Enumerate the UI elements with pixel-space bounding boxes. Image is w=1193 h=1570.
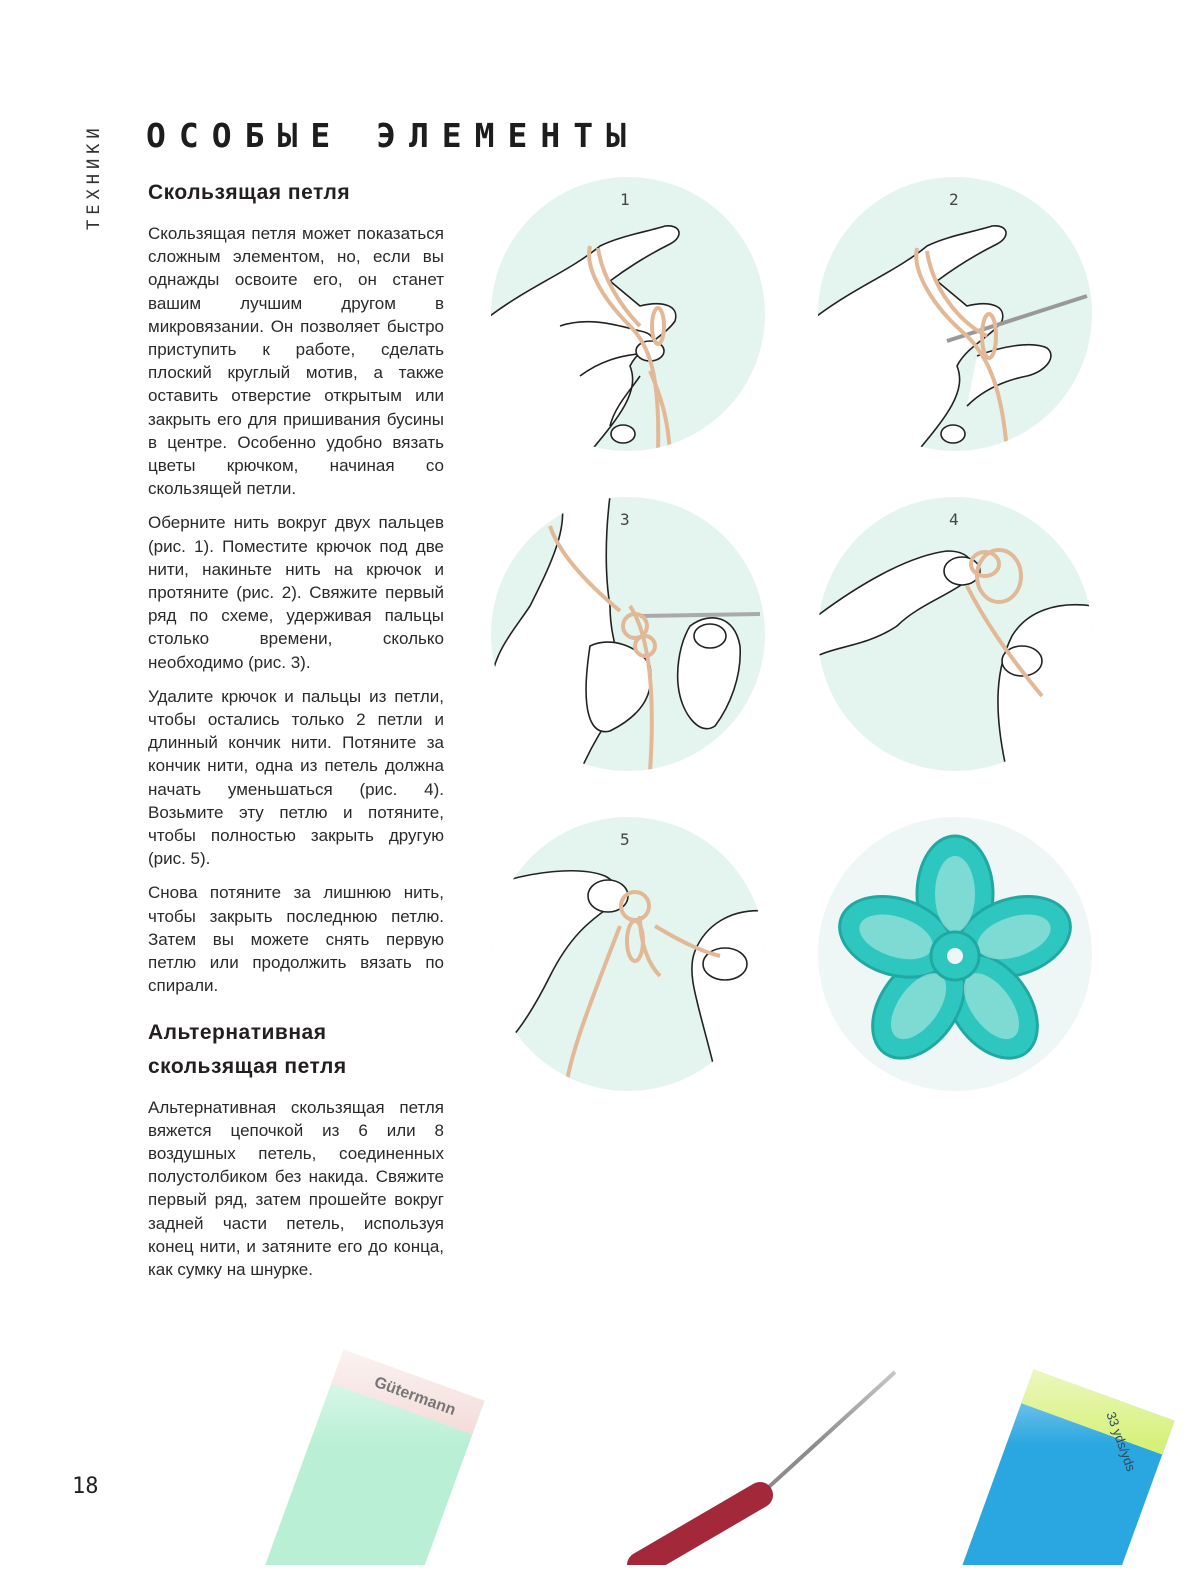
spool2-label: 33 yds/yds xyxy=(1103,1409,1139,1474)
side-label-text: ТЕХНИКИ xyxy=(84,123,104,230)
crochet-flower-photo xyxy=(817,816,1093,1092)
section1-paragraph: Скользящая петля может показаться сложным элементом, но, если вы однажды освоите его, он станет вашим лучшим другом в микровязании. Он позволяет быстро приступить к работе, сделать плоский круглый мотив, а также оставить отверстие открытым или закрыть его для пришивания бусины в центре. Особенно удобно вязать цветы крючком, начиная со скользящей петли. xyxy=(148,224,444,499)
figure-1 xyxy=(490,176,766,452)
section1-paragraph: Снова потяните за лишнюю нить, чтобы закрыть последнюю петлю. Затем вы можете снять первую петлю или продолжить вязать по спирали. xyxy=(148,883,444,996)
section2-heading-line1: Альтернативная xyxy=(148,1020,327,1044)
section2-heading-line2: скользящая петля xyxy=(148,1054,347,1078)
figure-number: 3 xyxy=(620,510,630,529)
section2-paragraph: Альтернативная скользящая петля вяжется цепочкой из 6 или 8 воздушных петель, соединенных полустолбиком без накида. Свяжите первый ряд, затем прошейте вокруг задней части петель, используя конец нити, и затяните его до конца, как сумку на шнурке. xyxy=(148,1097,444,1279)
section2-heading xyxy=(148,1016,444,1084)
section1-paragraph: Оберните нить вокруг двух пальцев (рис. 1). Поместите крючок под две нити, накиньте нить на крючок и протяните (рис. 2). Свяжите первый ряд по схеме, удерживая пальцы столько времени, сколько необходимо (рис. 3). xyxy=(148,513,444,672)
figure-number: 1 xyxy=(620,190,630,209)
spool-label: Gütermann xyxy=(371,1373,458,1420)
figure-5 xyxy=(490,816,766,1092)
section1-heading: Скользящая петля xyxy=(148,181,351,204)
page-title: ОСОБЫЕ ЭЛЕМЕНТЫ xyxy=(146,116,640,155)
section1-paragraph: Удалите крючок и пальцы из петли, чтобы остались только 2 петли и длинный кончик нити. Потяните за кончик нити, одна из петель должна начать уменьшаться (рис. 4). Возьмите эту петлю и потяните, чтобы полностью закрыть другую (рис. 5). xyxy=(148,686,444,869)
figure-number: 4 xyxy=(949,510,959,529)
figure-4 xyxy=(817,496,1093,772)
text-column xyxy=(148,176,444,1292)
figure-3 xyxy=(490,496,766,772)
figure-2 xyxy=(817,176,1093,452)
section-side-label xyxy=(56,112,112,242)
figure-number: 5 xyxy=(620,830,630,849)
figure-number: 2 xyxy=(949,190,959,209)
page-number: 18 xyxy=(72,1474,99,1499)
supplies-photo xyxy=(0,1300,1193,1565)
